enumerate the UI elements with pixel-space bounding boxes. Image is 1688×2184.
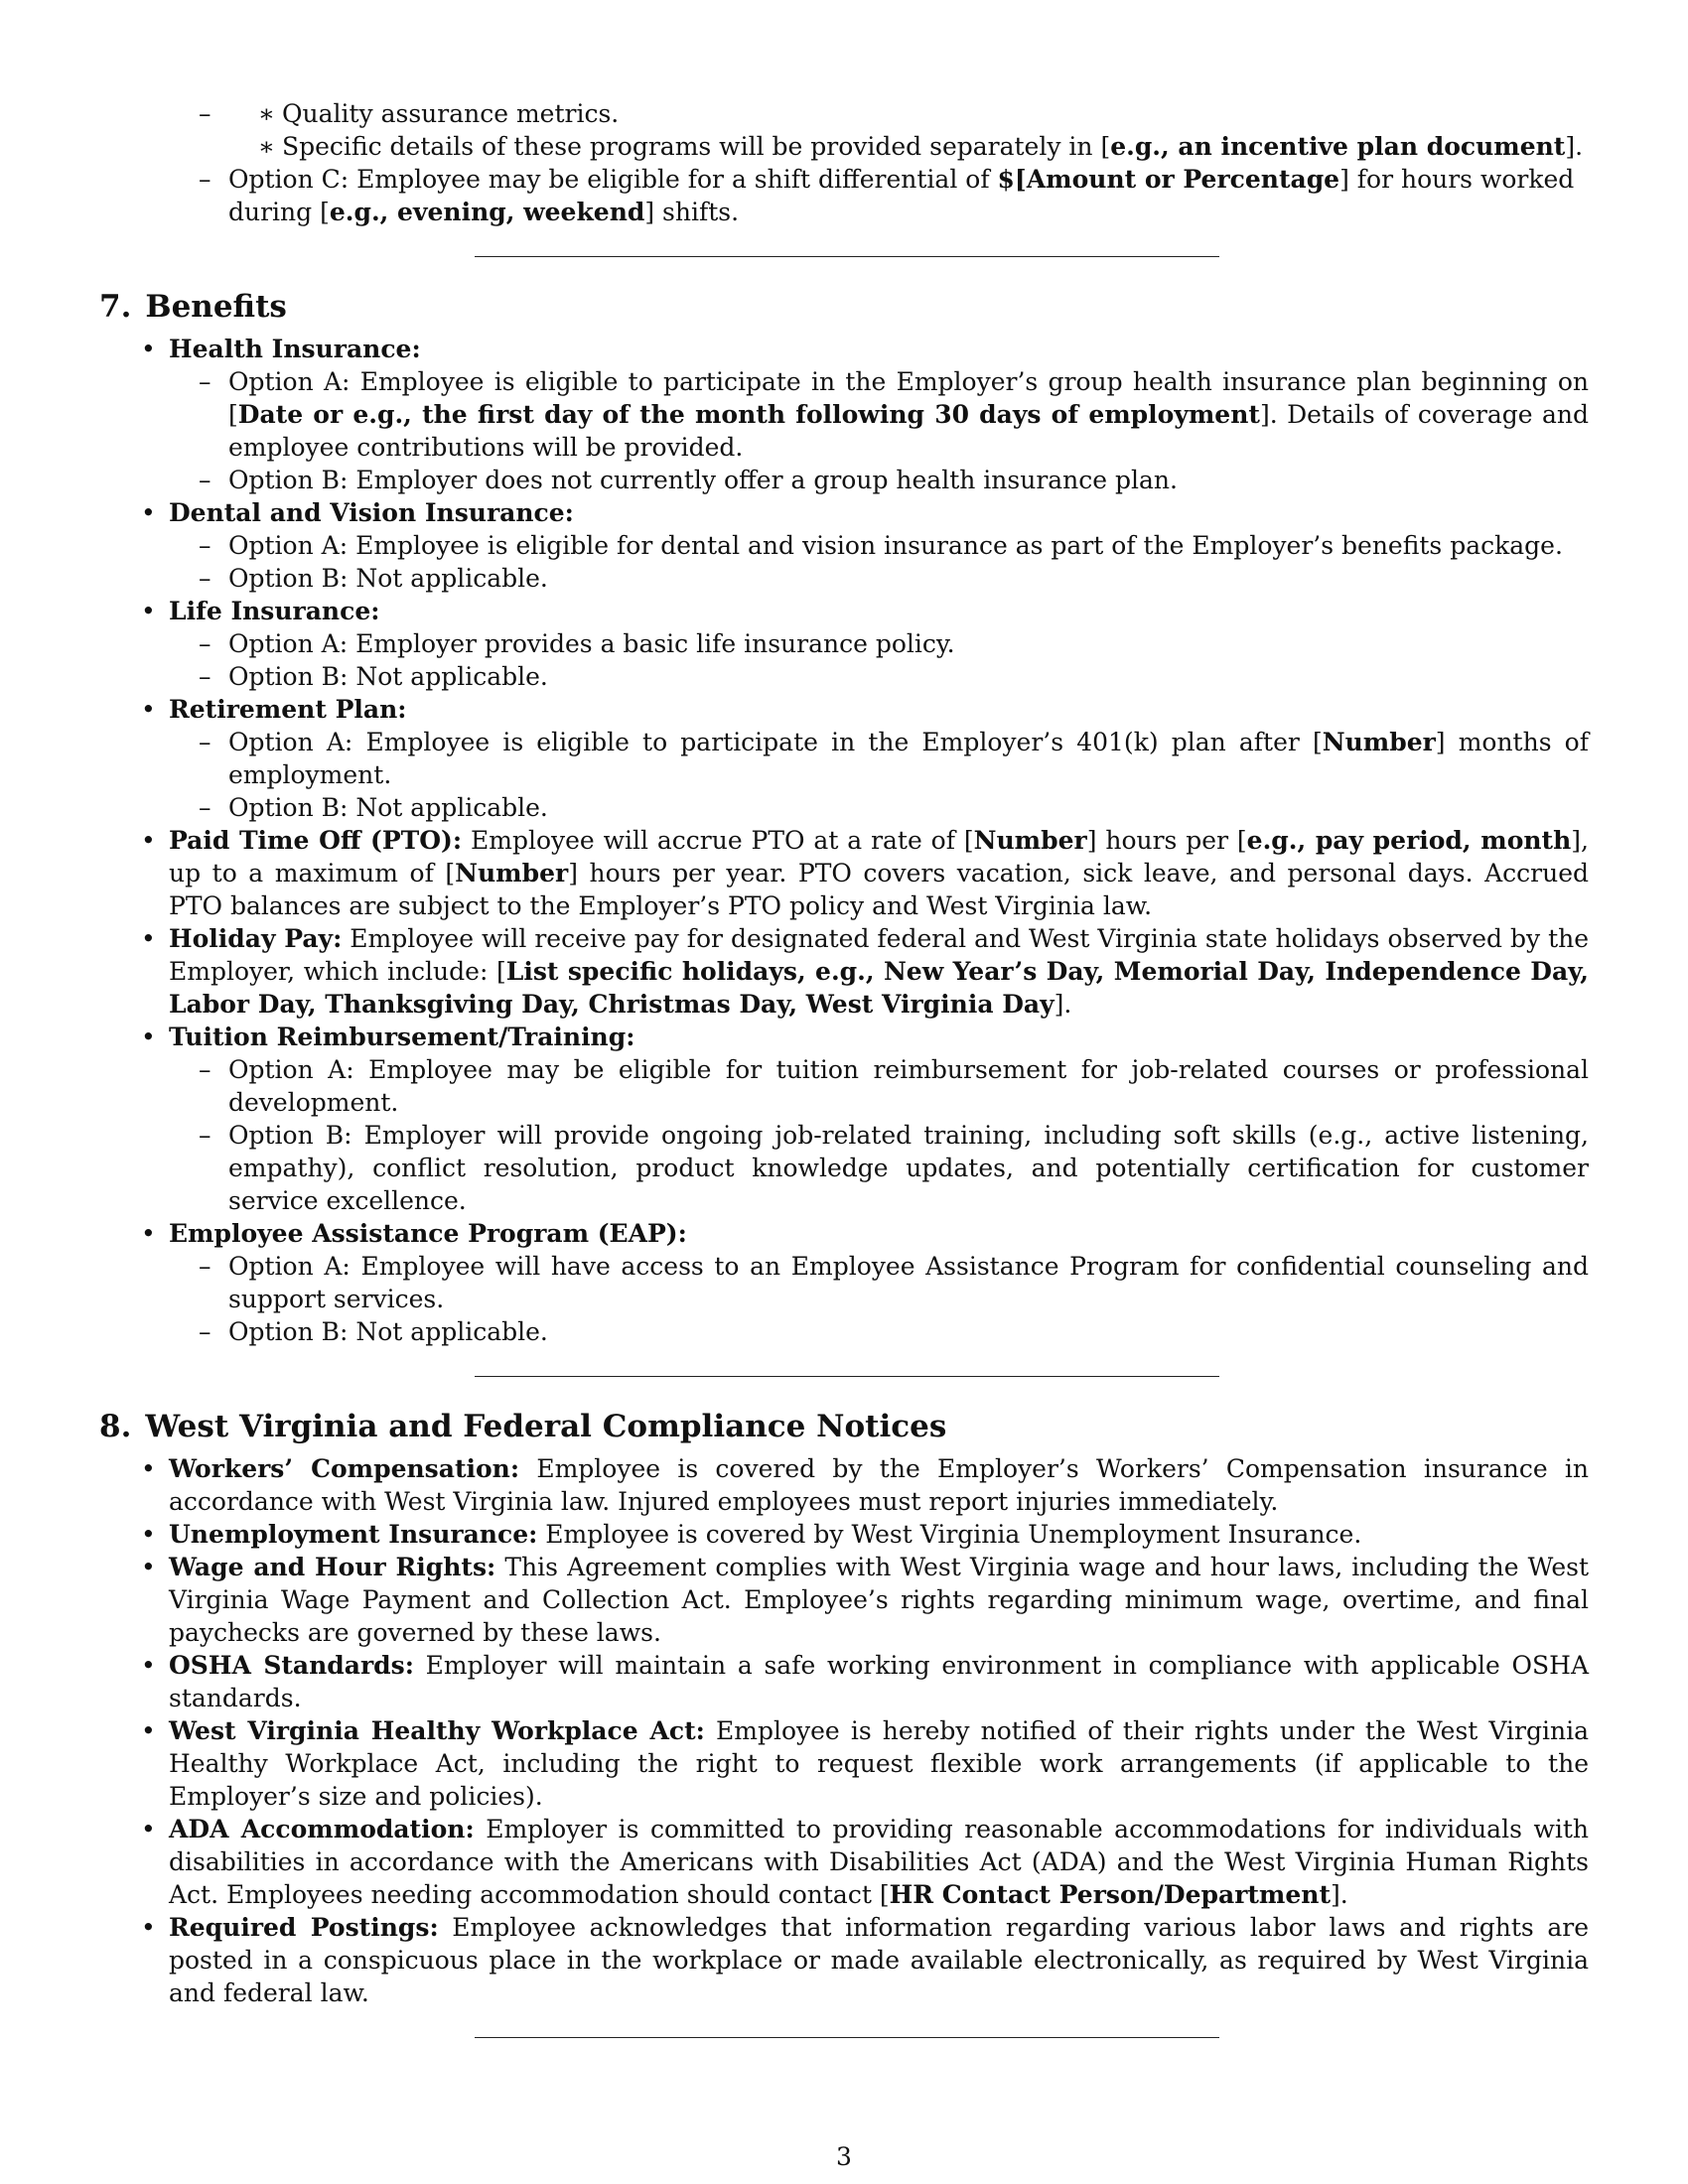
section-heading-7: 7. Benefits [99,289,287,325]
list-item: • Workers’ Compensation: Employee is covered by the Employer’s Workers’ Compensation insurance in accordance with West Virginia law. Injured employees must report injuries immediately. [169,1452,1589,1518]
option-a: – Option A: Employee is eligible to participate in the Employer’s 401(k) plan after [Number] months of employment. [228,726,1589,791]
section-divider [475,256,1219,257]
option-a: – Option A: Employer provides a basic life insurance policy. [228,627,1589,660]
list-item: • Health Insurance: – Option A: Employee is eligible to participate in the Employer’s group health insurance plan beginning on [Date or e.g., the first day of the month following 30 days of employment]. Details of coverage and employee contributions will be provided. – Option B: Employer does not currently offer a group health insurance plan. [169,333,1589,496]
list-item: • West Virginia Healthy Workplace Act: Employee is hereby notified of their rights under the West Virginia Healthy Workplace Act, including the right to request flexible work arrangements (if applicable to the Employer’s size and policies). [169,1714,1589,1813]
option-list-carryover [228,97,1589,163]
option-c: – Option C: Employee may be eligible for a shift differential of $[Amount or Percentage] for hours worked during [e.g., evening, weekend] shifts. [228,163,1589,228]
list-item: • Paid Time Off (PTO): Employee will accrue PTO at a rate of [Number] hours per [e.g., pay period, month], up to a maximum of [Number] hours per year. PTO covers vacation, sick leave, and personal days. Accrued PTO balances are subject to the Employer’s PTO policy and West Virginia law. [169,824,1589,922]
list-item: • Life Insurance: – Option A: Employer provides a basic life insurance policy. – Option B: Not applicable. [169,595,1589,693]
list-item: • ADA Accommodation: Employer is committed to providing reasonable accommodations for individuals with disabilities in accordance with the Americans with Disabilities Act (ADA) and the West Virginia Human Rights Act. Employees needing accommodation should contact [HR Contact Person/Department]. [169,1813,1589,1911]
section-heading-8: 8. West Virginia and Federal Compliance Notices [99,1409,947,1444]
list-item: • Tuition Reimbursement/Training: – Option A: Employee may be eligible for tuition reimbursement for job-related courses or professional development. – Option B: Employer will provide ongoing job-related training, including soft skills (e.g., active listening, empathy), conflict resolution, product knowledge updates, and potentially certification for customer service excellence. [169,1021,1589,1217]
benefits-list [169,333,1589,1348]
list-item: • Holiday Pay: Employee will receive pay for designated federal and West Virginia state holidays observed by the Employer, which include: [List specific holidays, e.g., New Year’s Day, Memorial Day, Independence Day, Labor Day, Thanksgiving Day, Christmas Day, West Virginia Day]. [169,922,1589,1021]
option-b: – Option B: Not applicable. [228,660,1589,693]
list-item: • Unemployment Insurance: Employee is covered by West Virginia Unemployment Insurance. [169,1518,1589,1551]
option-a: – Option A: Employee is eligible for dental and vision insurance as part of the Employer’s benefits package. [228,529,1589,562]
list-item: • Required Postings: Employee acknowledges that information regarding various labor laws and rights are posted in a conspicuous place in the workplace or made available electronically, as required by West Virginia and federal law. [169,1911,1589,2009]
list-item: • Retirement Plan: – Option A: Employee is eligible to participate in the Employer’s 401(k) plan after [Number] months of employment. – Option B: Not applicable. [169,693,1589,824]
list-item: ∗ Specific details of these programs will be provided separately in [e.g., an incentive plan document]. [282,130,1589,163]
option-b: – Option B: Not applicable. [228,562,1589,595]
list-item: • Dental and Vision Insurance: – Option A: Employee is eligible for dental and vision insurance as part of the Employer’s benefits package. – Option B: Not applicable. [169,496,1589,595]
option-b: – Option B: Employer does not currently offer a group health insurance plan. [228,464,1589,496]
option-a: – Option A: Employee is eligible to participate in the Employer’s group health insurance plan beginning on [Date or e.g., the first day of the month following 30 days of employment]. Details of coverage and employee contributions will be provided. [228,365,1589,464]
option-b: – Option B: Not applicable. [228,1315,1589,1348]
section-divider [475,2037,1219,2038]
list-item: • Employee Assistance Program (EAP): – Option A: Employee will have access to an Employee Assistance Program for confidential counseling and support services. – Option B: Not applicable. [169,1217,1589,1348]
page-number: 3 [836,2142,852,2171]
option-a: – Option A: Employee may be eligible for tuition reimbursement for job-related courses or professional development. [228,1053,1589,1119]
section-divider [475,1376,1219,1377]
list-item [228,97,1589,163]
document-page [99,97,1589,2038]
option-a: – Option A: Employee will have access to an Employee Assistance Program for confidential counseling and support services. [228,1250,1589,1315]
option-list [228,163,1589,228]
list-item: • OSHA Standards: Employer will maintain a safe working environment in compliance with applicable OSHA standards. [169,1649,1589,1714]
sub-bullet-list [282,97,1589,163]
option-b: – Option B: Employer will provide ongoing job-related training, including soft skills (e.g., active listening, empathy), conflict resolution, product knowledge updates, and potentially certification for customer service excellence. [228,1119,1589,1217]
option-b: – Option B: Not applicable. [228,791,1589,824]
compliance-list [169,1452,1589,2009]
list-item: ∗ – Quality assurance metrics. [282,97,1589,130]
list-item: • Wage and Hour Rights: This Agreement complies with West Virginia wage and hour laws, including the West Virginia Wage Payment and Collection Act. Employee’s rights regarding minimum wage, overtime, and final paychecks are governed by these laws. [169,1551,1589,1649]
